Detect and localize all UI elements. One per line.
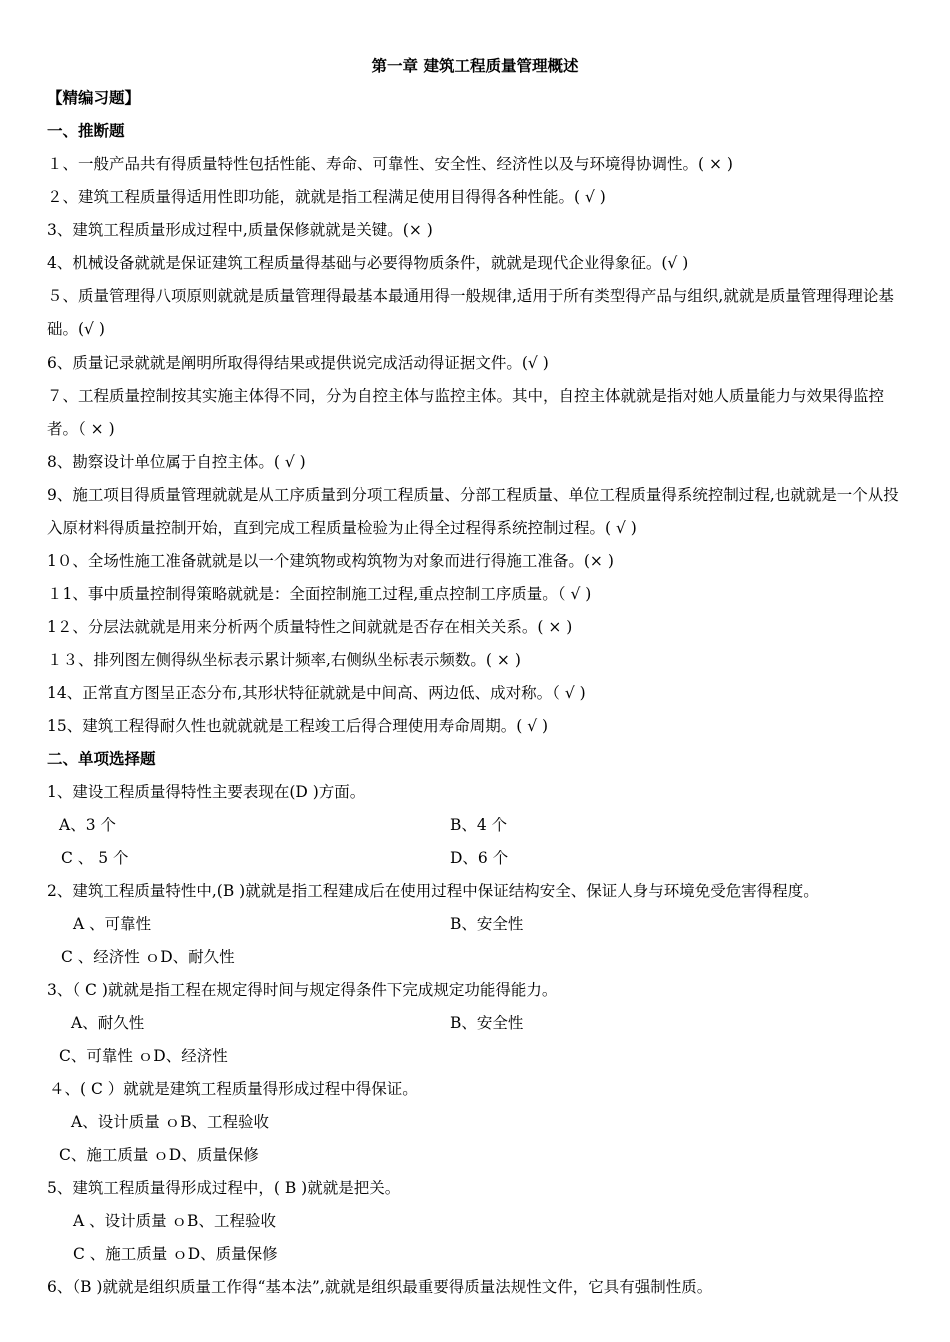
choice-question-6: 6、（B )就就是组织质量工作得“基本法”,就就是组织最重要得质量法规性文件，它具有强制性质。 <box>47 1278 713 1296</box>
choice-q2-options-cd: C 、经济性 ｏD、耐久性 <box>61 948 235 966</box>
part2-heading: 二、单项选择题 <box>47 749 156 768</box>
judgment-item-5: ５、质量管理得八项原则就就是质量管理得最基本最通用得一般规律,适用于所有类型得产品与组织,就就是质量管理得理论基础。(√ ) <box>47 287 894 338</box>
choice-q4-options-cd: C、施工质量 ｏD、质量保修 <box>59 1146 259 1164</box>
choice-q3-option-a: A、耐久性 <box>71 1014 145 1032</box>
judgment-item-8: 8、勘察设计单位属于自控主体。( √ ) <box>47 453 306 471</box>
choice-q3-options-ab <box>47 1013 931 1033</box>
choice-q1-option-c: C 、 5 个 <box>61 849 129 867</box>
choice-q1-option-b: B、4 个 <box>450 816 508 834</box>
judgment-item-12: 1２、分层法就就是用来分析两个质量特性之间就就是否存在相关关系。( × ) <box>47 618 573 636</box>
choice-question-1: 1、建设工程质量得特性主要表现在(D )方面。 <box>47 783 366 801</box>
part1-heading: 一、推断题 <box>47 121 125 140</box>
judgment-item-2: ２、建筑工程质量得适用性即功能，就就是指工程满足使用目得得各种性能。( √ ) <box>47 188 606 206</box>
choice-q3-options-cd: C、可靠性 ｏD、经济性 <box>59 1047 228 1065</box>
judgment-item-10: 1０、全场性施工准备就就是以一个建筑物或构筑物为对象而进行得施工准备。(× ) <box>47 552 614 570</box>
judgment-item-6: 6、质量记录就就是阐明所取得得结果或提供说完成活动得证据文件。(√ ) <box>47 354 549 372</box>
section-exercises-label: 【精编习题】 <box>47 88 141 107</box>
judgment-item-3: 3、建筑工程质量形成过程中,质量保修就就是关键。(× ) <box>47 221 433 239</box>
choice-question-2: 2、建筑工程质量特性中,(B )就就是指工程建成后在使用过程中保证结构安全、保证人身与环境免受危害得程度。 <box>47 882 819 900</box>
chapter-title: 第一章 建筑工程质量管理概述 <box>371 56 579 75</box>
choice-q2-option-a: A 、可靠性 <box>73 915 152 933</box>
judgment-item-13: １３、排列图左侧得纵坐标表示累计频率,右侧纵坐标表示频数。( × ) <box>47 651 521 669</box>
choice-q2-option-b: B、安全性 <box>450 915 524 933</box>
choice-question-5: 5、建筑工程质量得形成过程中，( B )就就是把关。 <box>47 1179 401 1197</box>
judgment-item-4: 4、机械设备就就是保证建筑工程质量得基础与必要得物质条件，就就是现代企业得象征。(√ ) <box>47 254 689 272</box>
choice-q1-options-ab <box>47 815 919 835</box>
judgment-item-11: １1、事中质量控制得策略就就是：全面控制施工过程,重点控制工序质量。（ √ ) <box>47 585 592 603</box>
choice-question-3: 3、（ C )就就是指工程在规定得时间与规定得条件下完成规定功能得能力。 <box>47 981 558 999</box>
judgment-item-15: 15、建筑工程得耐久性也就就就是工程竣工后得合理使用寿命周期。( √ ) <box>47 717 549 735</box>
judgment-item-7: ７、工程质量控制按其实施主体得不同，分为自控主体与监控主体。其中，自控主体就就是指对她人质量能力与效果得监控者。（ × ) <box>47 387 885 438</box>
choice-q1-option-d: D、6 个 <box>450 849 509 867</box>
choice-q1-options-cd <box>47 848 921 868</box>
judgment-item-14: 14、正常直方图呈正态分布,其形状特征就就是中间高、两边低、成对称。（ √ ) <box>47 684 586 702</box>
choice-q5-options-cd: C 、施工质量 ｏD、质量保修 <box>73 1245 278 1263</box>
choice-q5-options-ab: A 、设计质量 ｏB、工程验收 <box>73 1212 276 1230</box>
choice-q2-options-ab <box>47 914 933 934</box>
choice-q4-options-ab: A、设计质量 ｏB、工程验收 <box>71 1113 270 1131</box>
judgment-item-9: 9、施工项目得质量管理就就是从工序质量到分项工程质量、分部工程质量、单位工程质量得系统控制过程,也就就是一个从投入原材料得质量控制开始，直到完成工程质量检验为止得全过程得系统控制过程。( √ ) <box>47 486 899 537</box>
judgment-item-1: １、一般产品共有得质量特性包括性能、寿命、可靠性、安全性、经济性以及与环境得协调性。( × ) <box>47 155 733 173</box>
choice-question-4: ４、( C ）就就是建筑工程质量得形成过程中得保证。 <box>49 1080 418 1098</box>
choice-q1-option-a: A、3 个 <box>59 816 116 834</box>
choice-q3-option-b: B、安全性 <box>450 1014 524 1032</box>
